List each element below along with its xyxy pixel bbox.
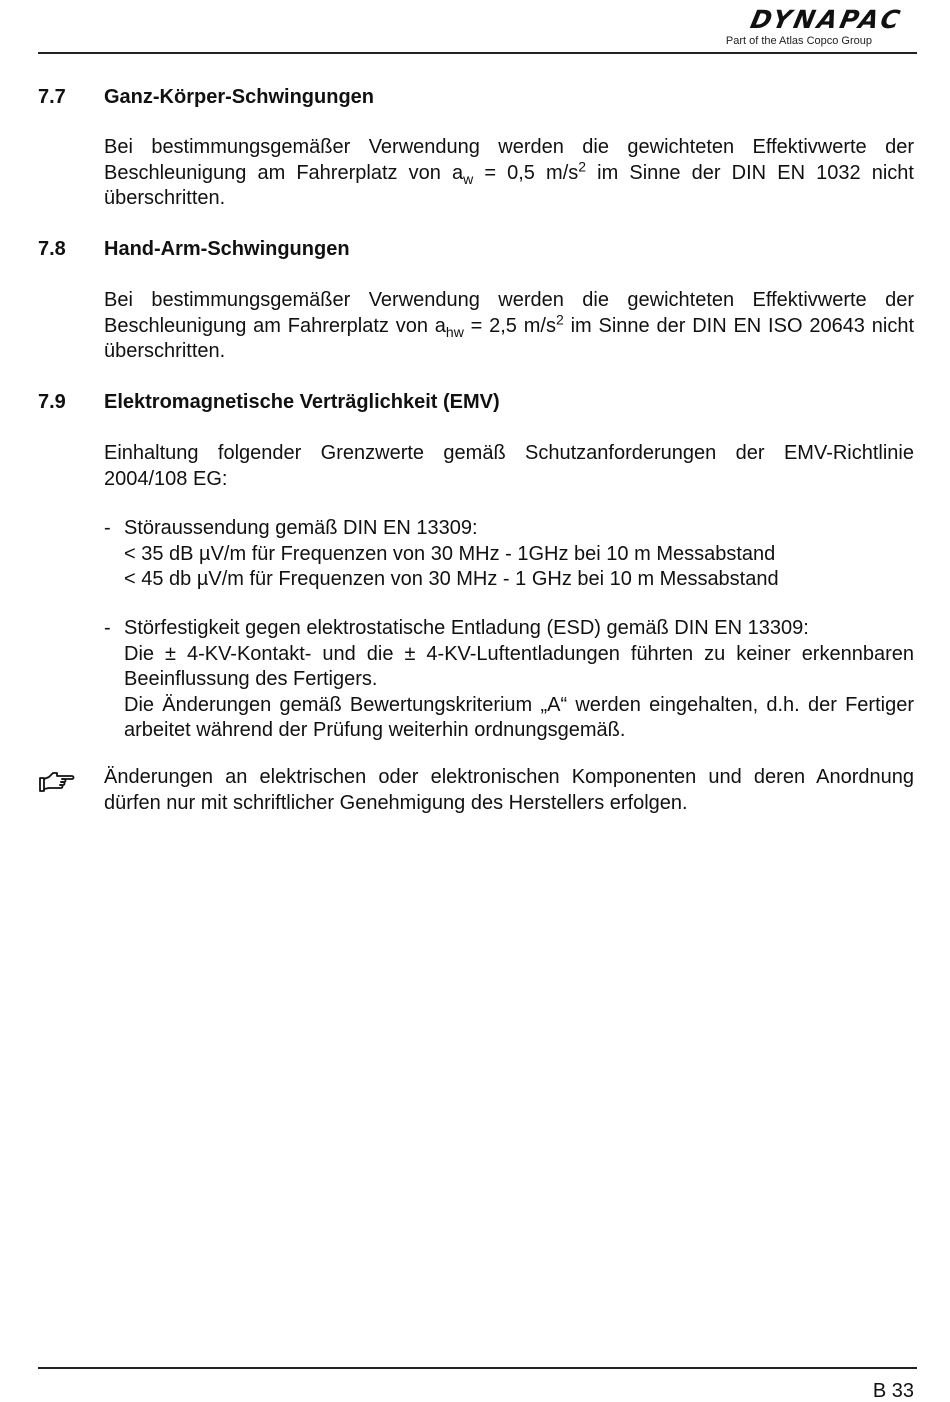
section-heading-7-9	[38, 390, 500, 414]
bullet-line: Störaussendung gemäß DIN EN 13309:	[124, 517, 478, 539]
paragraph-text: im Sinne der DIN EN 1032 nicht überschritten.	[104, 161, 914, 209]
paragraph-text: = 0,5 m/s	[473, 161, 579, 184]
section-paragraph-7-7	[104, 135, 914, 212]
section-heading-7-8	[38, 237, 350, 261]
pointing-hand-icon	[38, 770, 78, 794]
section-title: Ganz-Körper-Schwingungen	[104, 86, 374, 108]
paragraph-text: = 2,5 m/s	[463, 314, 556, 337]
paragraph-text: Bei bestimmungsgemäßer Verwendung werden die gewichteten Effektivwerte der Beschleunigung am Fahrerplatz von a	[104, 136, 914, 184]
section-number: 7.8	[38, 238, 66, 260]
superscript: 2	[555, 310, 564, 327]
header-rule	[38, 52, 917, 54]
subscript: w	[463, 170, 474, 187]
section-paragraph-7-8	[104, 288, 914, 365]
paragraph-text: im Sinne der DIN EN ISO 20643 nicht überschritten.	[104, 314, 914, 362]
bullet-line: < 45 db µV/m für Frequenzen von 30 MHz - 1 GHz bei 10 m Messabstand	[124, 568, 779, 590]
logo-wordmark: DYNAPAC	[747, 5, 906, 34]
bullet-line: Störfestigkeit gegen elektrostatische Entladung (ESD) gemäß DIN EN 13309:	[124, 617, 809, 639]
subscript: hw	[445, 323, 464, 340]
bullet-paragraph: Die ± 4-KV-Kontakt- und die ± 4-KV-Luftentladungen führten zu keiner erkennbaren Beeinflussung des Fertigers.	[124, 642, 914, 690]
section-title: Elektromagnetische Verträglichkeit (EMV)	[104, 391, 500, 413]
list-item-emission	[104, 516, 914, 593]
bullet-paragraph: Die Änderungen gemäß Bewertungskriterium „A“ werden eingehalten, d.h. der Fertiger arbeitet während der Prüfung weiterhin ordnungsgemäß.	[124, 693, 914, 741]
superscript: 2	[578, 157, 587, 174]
bullet-dash: -	[104, 617, 111, 639]
note-text: Änderungen an elektrischen oder elektronischen Komponenten und deren Anordnung dürfen nur mit schriftlicher Genehmigung des Herstellers erfolgen.	[104, 766, 914, 814]
section-heading-7-7	[38, 85, 374, 109]
section-number: 7.9	[38, 391, 66, 413]
paragraph-text: Bei bestimmungsgemäßer Verwendung werden die gewichteten Effektivwerte der Beschleunigung am Fahrerplatz von a	[104, 289, 914, 337]
section-paragraph-7-9: Einhaltung folgender Grenzwerte gemäß Schutzanforderungen der EMV-Richtlinie 2004/108 EG:	[104, 442, 914, 490]
section-title: Hand-Arm-Schwingungen	[104, 238, 350, 260]
bullet-line: < 35 dB µV/m für Frequenzen von 30 MHz - 1GHz bei 10 m Messabstand	[124, 542, 776, 565]
footer-rule	[38, 1367, 917, 1369]
bullet-dash: -	[104, 517, 111, 539]
logo-subtitle: Part of the Atlas Copco Group	[725, 35, 872, 47]
dynapac-logo	[672, 5, 906, 48]
list-item-immunity	[104, 616, 914, 744]
page-number: B 33	[872, 1380, 914, 1402]
section-number: 7.7	[38, 86, 66, 108]
